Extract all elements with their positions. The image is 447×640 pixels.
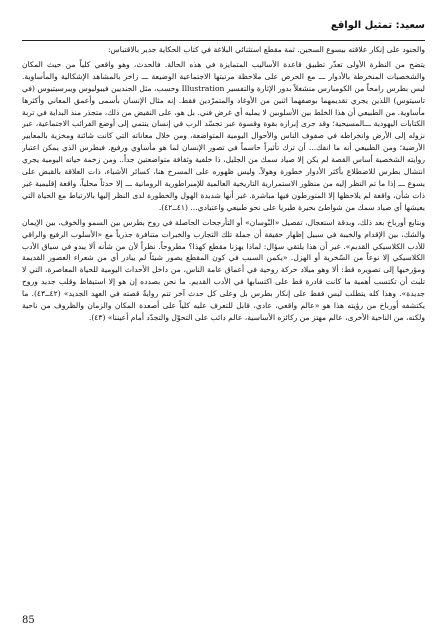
page-number: 85 — [22, 615, 35, 626]
paragraph-2: وبتابع أورباخ بعد ذلك، وبدقة استعجال، تفصيل «النّوسان» أو التأرجحات الحاصلة في روح بطرس بين السمو والخوف، بين الإيمان والشك، بين الإقدام والخيبة في سبيل إظهار حقيقة أن جملة تلك التجارب والخبرات متنافرة جذرياً مع «الأسلوب الرفيع والراقي للأدب الكلاسيكي القديم». غير أن هذا يلتقي سؤال: لماذا يهزنا مقطع كهذا؟ مطروحاً. نظراً لأن من شأنه ألا يبدو في سياق الأدب الكلاسيكي إلا نوعاً من السّخرية أو الهزل. «يكمن السبب في كون المقطع يصور شيئاً لم يبادر أي من شعراء العصور القديمة ومؤرخيها إلى تصويره قط: ألا وهو ميلاد حركة روحية في أعماق عامة الناس، من داخل الأحداث اليومية للحياة المعاصرة، التي لا تلبث أن تكتسب أهمية ما كانت قادرة قط على اكتسابها في الأدب القديم. ما نحن بصدده إن هو إلا استيقاظ وقلب جديد وروح جديدة». وهذا كله يتطلب ليس فقط على إنكار بطرس بل وعلى كل حدث آخر تتم روايةٌ قصته في العهد الجديد» (٤٢ــ٤٣). ما يكتشفه أورباخ من رؤيته هذا هو «عالم واقعي، عادي، قابل للتعرف عليه كلياً على أصعدة المكان والزمان والظروف من ناحية ولكنه، من الناحية الأخرى، عالم مهتز من ركائزه الأساسية، عالم دائب على التحوّل والتجدّد أمام أعيننا» (٤٣). — [22, 217, 425, 322]
running-header — [22, 18, 425, 41]
block-quote: يتضح من النظرة الأولى تعذّر تطبيق قاعدة الأساليب المتمايزة في هذه الحالة. فالحدث، وهو واقعي كلياً من حيث المكان والشخصيات المنخرطة بالأدوار ـــ مع الحرص على ملاحظة مرتبتها الاجتماعية الوضيعة ـــ زاخر بالمشاهد الإشكالية والمأساوية. ليس بطرس رامحاً من الكومبارس منشغلاً بدور الإثارة والتفسير Illustration وحسب، مثل الجنديين فيبوليوس ويبرسيتيوس (في تاسيتوس) اللذين يجري تقديمهما بوصفهما اثنين من الأوغاد والمتمرّدين فقط. إنه مثال الإنسان بأسمى وأعمق المعاني وأكثرها مأساوية. من الطبيعي أن هذا الخلط بين الأسلوبين لا يمليه أي غرض فني. بل هو، على النقيض من ذلك، متجذر منذ البداية في تربة الكتابات اليهودية ـــالمسيحية؛ وقد جرى إبرازه بقوة وقسوة عبر تجسّد الرب في إنسان ينتمي إلى أوضع الفرائب الاجتماعية، عبر نزوله إلى الأرض وانخراطه في صفوف الناس والأحوال اليومية المتواضعة، ومن خلال معاناته التي كانت شائنة ومخزية بالمعايير الأرضية؛ ومن الطبيعي أنه ما انفك... أن ترك تأثيراً حاسماً في تصور الإنسان لما هو مأساوي ورفيع. فبطرس الذي يمكن اعتبار روايته الشخصية أساس القصة لم يكن إلا صياد سمك من الجليل، ذا خلفية وثقافة متواضعتين جداً.. ومن زخمة حياته اليومية يجري انتشال بطرس للاضطلاع بأكثر الأدوار خطورة وهولاً. وليس ظهوره على المسرح هنا، كسائر الأشياء، ذات العلاقة بالقبض على يسوع ـــ إذا ما تم النظر إليه من منظور الاستمرارية التاريخية العالمية للإمبراطورية الرومانية ـــ إلا حدثاً محلياً، واقعة إقليمية غير ذات شأن، واقعة لم يلاحظها إلا المتورطون فيها مباشرة. غير أنها شديدة الهول والخطورة لدى النظر إليها بالارتباط مع الحياة التي يعيشها أي صياد سمك من شواطئ بحيرة طبريا على نحو طبيعي واعتيادي... (٤١ــ٤٢). — [22, 59, 425, 212]
paragraph-1: والجنود على إنكار علاقته بيسوع السجين. ثمة مقطع استثنائي البلاغة في كتاب الحكاية جدير بالاقتباس: — [107, 45, 425, 54]
body-text — [22, 44, 425, 612]
running-title: سعيد: تمثيل الواقع — [330, 20, 425, 31]
